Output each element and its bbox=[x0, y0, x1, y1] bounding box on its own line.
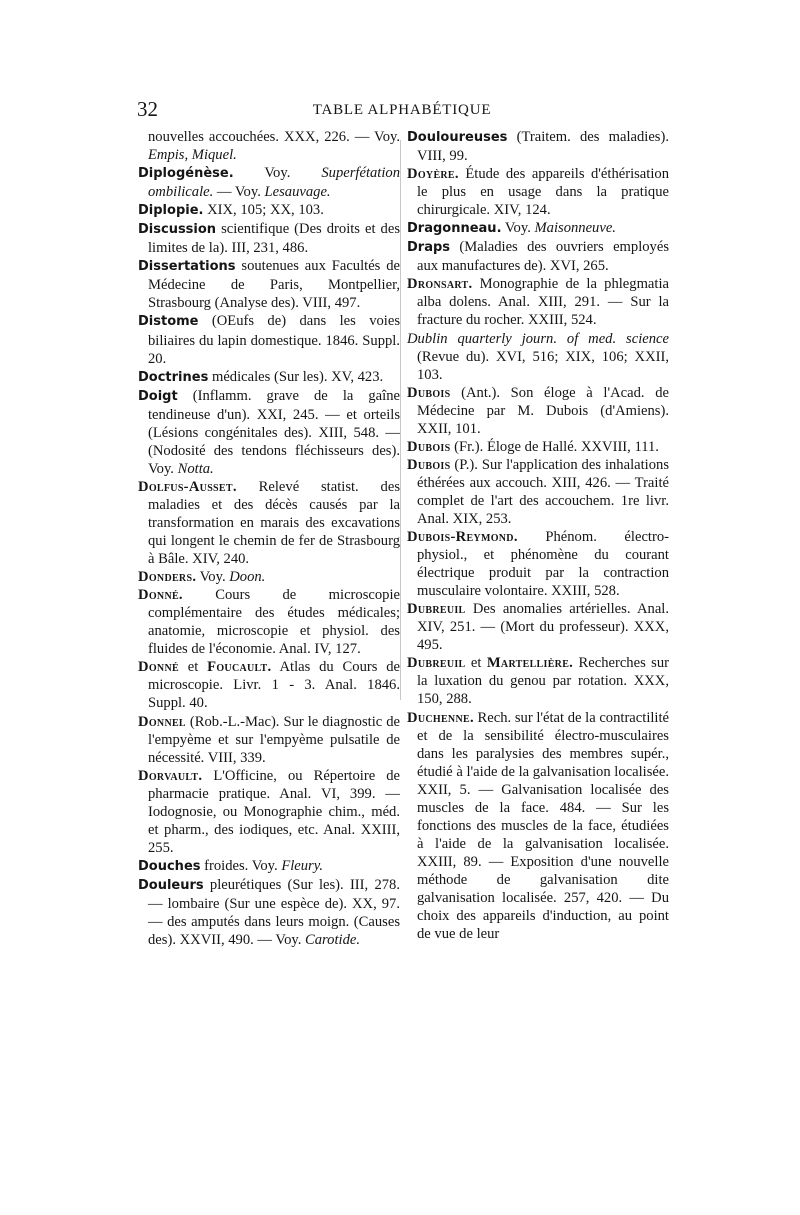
entry-headword: Doigt bbox=[138, 388, 178, 404]
entry-headword: Dolfus-Ausset. bbox=[138, 478, 237, 495]
index-entry bbox=[407, 165, 669, 219]
entry-text: Maisonneuve. bbox=[534, 220, 616, 237]
index-entry bbox=[138, 220, 400, 257]
column-divider bbox=[400, 140, 401, 700]
entry-headword: Dronsart. bbox=[407, 276, 473, 293]
entry-headword: Dubreuil bbox=[407, 655, 466, 672]
index-entry bbox=[407, 600, 669, 654]
entry-text: XIX, 105; XX, 103. bbox=[203, 202, 324, 219]
entry-text: Voy. bbox=[233, 165, 322, 182]
index-entry bbox=[138, 164, 400, 201]
entry-text: L'Officine, ou Répertoire de pharmacie pratique. Anal. VI, 399. — Iodognosie, ou Monographie chim., méd. et pharm., des iodiques, etc. Anal. XXIII, 255. bbox=[148, 767, 400, 856]
entry-text: Des anomalies artérielles. Anal. XIV, 251. — (Mort du professeur). XXX, 495. bbox=[417, 601, 669, 654]
index-entry bbox=[138, 201, 400, 220]
entry-text: Fleury. bbox=[281, 857, 324, 874]
entry-text: et bbox=[465, 655, 487, 672]
index-entry bbox=[407, 238, 669, 275]
index-entry bbox=[407, 330, 669, 384]
entry-text: Notta. bbox=[177, 460, 214, 477]
index-entry bbox=[138, 857, 400, 876]
right-column bbox=[407, 128, 669, 943]
entry-headword: Diplopie. bbox=[138, 203, 204, 219]
entry-text: Rech. sur l'état de la contractilité et de la sensibilité électro-musculaires dans les paralysies des membres supér., étudié à l'aide de la galvanisation localisée. XXII, 5. — Galvanisation localisée des muscles de la face. 484. — Sur les fonctions des muscles de la face, étudiées à l'aide de la galvanisation localisée. XXIII, 89. — Exposition d'une nouvelle méthode de galvanisation dite galvanisation localisée. 257, 420. — Du choix des appareils d'induction, au point de vue de leur bbox=[417, 709, 670, 943]
index-entry bbox=[407, 654, 669, 708]
index-entry bbox=[407, 456, 669, 528]
entry-text: Monographie de la phlegmatia alba dolens. Anal. XIII, 291. — Sur la fracture du rocher. XXIII, 524. bbox=[417, 276, 669, 329]
entry-text: (Ant.). Son éloge à l'Acad. de Médecine par M. Dubois (d'Amiens). XXII, 101. bbox=[417, 384, 669, 437]
index-entry bbox=[138, 128, 400, 164]
entry-text: Phénom. électro-physiol., et phénomène du courant électrique produit par la contraction musculaire volontaire. XXIII, 528. bbox=[417, 529, 669, 600]
entry-headword: Donné. bbox=[138, 587, 183, 604]
index-entry bbox=[138, 387, 400, 478]
entry-headword: Dubois bbox=[407, 438, 451, 455]
index-entry bbox=[407, 438, 669, 456]
index-entry bbox=[407, 219, 669, 238]
index-entry bbox=[138, 876, 400, 949]
entry-text: Superfétation ombilicale. bbox=[148, 165, 400, 201]
entry-text: Doon. bbox=[229, 569, 266, 586]
entry-text: Carotide. bbox=[305, 932, 361, 949]
entry-headword: Discussion bbox=[138, 222, 217, 238]
entry-headword: Duchenne. bbox=[407, 709, 474, 726]
page-header bbox=[137, 97, 667, 127]
entry-text: (Revue du). XVI, 516; XIX, 106; XXII, 103. bbox=[417, 348, 669, 383]
entry-text: (Inflamm. grave de la gaîne tendineuse d'un). XXI, 245. — et orteils (Lésions congénitales des). XIII, 548. — (Nodosité des tendons fléchisseurs des). Voy. bbox=[148, 387, 400, 477]
entry-headword: Distome bbox=[138, 314, 199, 330]
entry-text: et bbox=[178, 659, 208, 676]
entry-headword: Dorvault. bbox=[138, 767, 203, 784]
entry-text: (Fr.). Éloge de Hallé. XXVIII, 111. bbox=[450, 438, 659, 455]
entry-text: scientifique (Des droits et des limites de la). III, 231, 486. bbox=[148, 221, 400, 257]
entry-text: Martellière. bbox=[486, 655, 574, 672]
entry-headword: Dragonneau. bbox=[407, 221, 502, 237]
index-entry bbox=[138, 767, 400, 857]
left-column bbox=[138, 128, 400, 949]
index-entry bbox=[138, 368, 400, 387]
entry-headword: Diplogénèse. bbox=[138, 166, 234, 182]
index-entry bbox=[138, 586, 400, 658]
entry-text: (P.). Sur l'application des inhalations éthérées aux accouch. XIII, 426. — Traité complet de l'art des accouchem. 1re livr. Anal. XIX, 253. bbox=[417, 456, 669, 527]
entry-text: Recherches sur la luxation du genou par rotation. XXX, 150, 288. bbox=[417, 655, 669, 708]
entry-text: Cours de microscopie complémentaire des études médicales; anatomie, microscopie et physiol. des fluides de l'économie. Anal. IV, 127. bbox=[148, 587, 400, 658]
entry-text: (Maladies des ouvriers employés aux manufactures de). XVI, 265. bbox=[417, 239, 669, 275]
entry-headword: Dubois bbox=[407, 456, 451, 473]
entry-headword: Douches bbox=[138, 858, 201, 874]
entry-text: (OEufs de) dans les voies biliaires du lapin domestique. 1846. Suppl. 20. bbox=[148, 313, 400, 367]
entry-headword: Doyère. bbox=[407, 166, 459, 183]
index-entry bbox=[138, 713, 400, 767]
index-entry bbox=[138, 312, 400, 367]
index-entry bbox=[138, 568, 400, 586]
entry-headword: Donnel bbox=[138, 713, 186, 730]
index-entry bbox=[138, 478, 400, 568]
running-title: TABLE ALPHABÉTIQUE bbox=[312, 102, 492, 118]
entry-text: (Rob.-L.-Mac). Sur le diagnostic de l'empyème et sur l'empyème pulsatile de nécessité. VIII, 339. bbox=[148, 713, 400, 766]
entry-text: froides. Voy. bbox=[200, 857, 282, 874]
entry-text: nouvelles accouchées. XXX, 226. — Voy. bbox=[148, 129, 400, 145]
entry-headword: Doctrines bbox=[138, 369, 209, 385]
entry-headword: Draps bbox=[407, 240, 451, 256]
index-entry bbox=[407, 275, 669, 329]
entry-headword: Douloureuses bbox=[407, 130, 508, 145]
entry-headword: Dublin quarterly journ. of med. science bbox=[407, 330, 669, 347]
entry-text: soutenues aux Facultés de Médecine de Paris, Montpellier, Strasbourg (Analyse des). VIII, 497. bbox=[148, 258, 400, 312]
entry-text: Foucault. bbox=[207, 659, 272, 676]
entry-headword: Douleurs bbox=[138, 877, 204, 893]
index-entry bbox=[407, 128, 669, 165]
entry-headword: Dubois-Reymond. bbox=[407, 529, 518, 546]
entry-text: Voy. bbox=[196, 569, 230, 586]
index-entry bbox=[138, 257, 400, 312]
entry-text: Voy. bbox=[501, 220, 535, 237]
entry-text: — Voy. bbox=[213, 184, 265, 201]
entry-text: (Traitem. des maladies). VIII, 99. bbox=[417, 129, 669, 165]
entry-text: médicales (Sur les). XV, 423. bbox=[208, 368, 384, 385]
entry-text: Atlas du Cours de microscopie. Livr. 1 - 3. Anal. 1846. Suppl. 40. bbox=[148, 659, 400, 712]
entry-text: Lesauvage. bbox=[264, 184, 331, 201]
index-entry bbox=[407, 709, 669, 944]
entry-text: Relevé statist. des maladies et des décès causés par la transformation en marais des excavations qui longent le chemin de fer de Strasbourg à Bâle. XIV, 240. bbox=[148, 478, 400, 568]
entry-headword: Dissertations bbox=[138, 259, 236, 275]
page-number: 32 bbox=[137, 97, 158, 121]
index-entry bbox=[407, 384, 669, 438]
entry-text: pleurétiques (Sur les). III, 278. — lombaire (Sur une espèce de). XX, 97. — des amputés dans leurs moign. (Causes des). XXVII, 490. — Voy. bbox=[148, 876, 400, 949]
entry-headword: Dubreuil bbox=[407, 601, 466, 618]
entry-headword: Donné bbox=[138, 659, 179, 676]
index-entry bbox=[138, 658, 400, 712]
entry-headword: Dubois bbox=[407, 384, 451, 401]
entry-text: Empis, Miquel. bbox=[148, 147, 237, 164]
entry-headword: Donders. bbox=[138, 569, 197, 586]
entry-text: Étude des appareils d'éthérisation le plus en usage dans la pratique chirurgicale. XIV, 124. bbox=[417, 166, 669, 219]
index-entry bbox=[407, 528, 669, 600]
